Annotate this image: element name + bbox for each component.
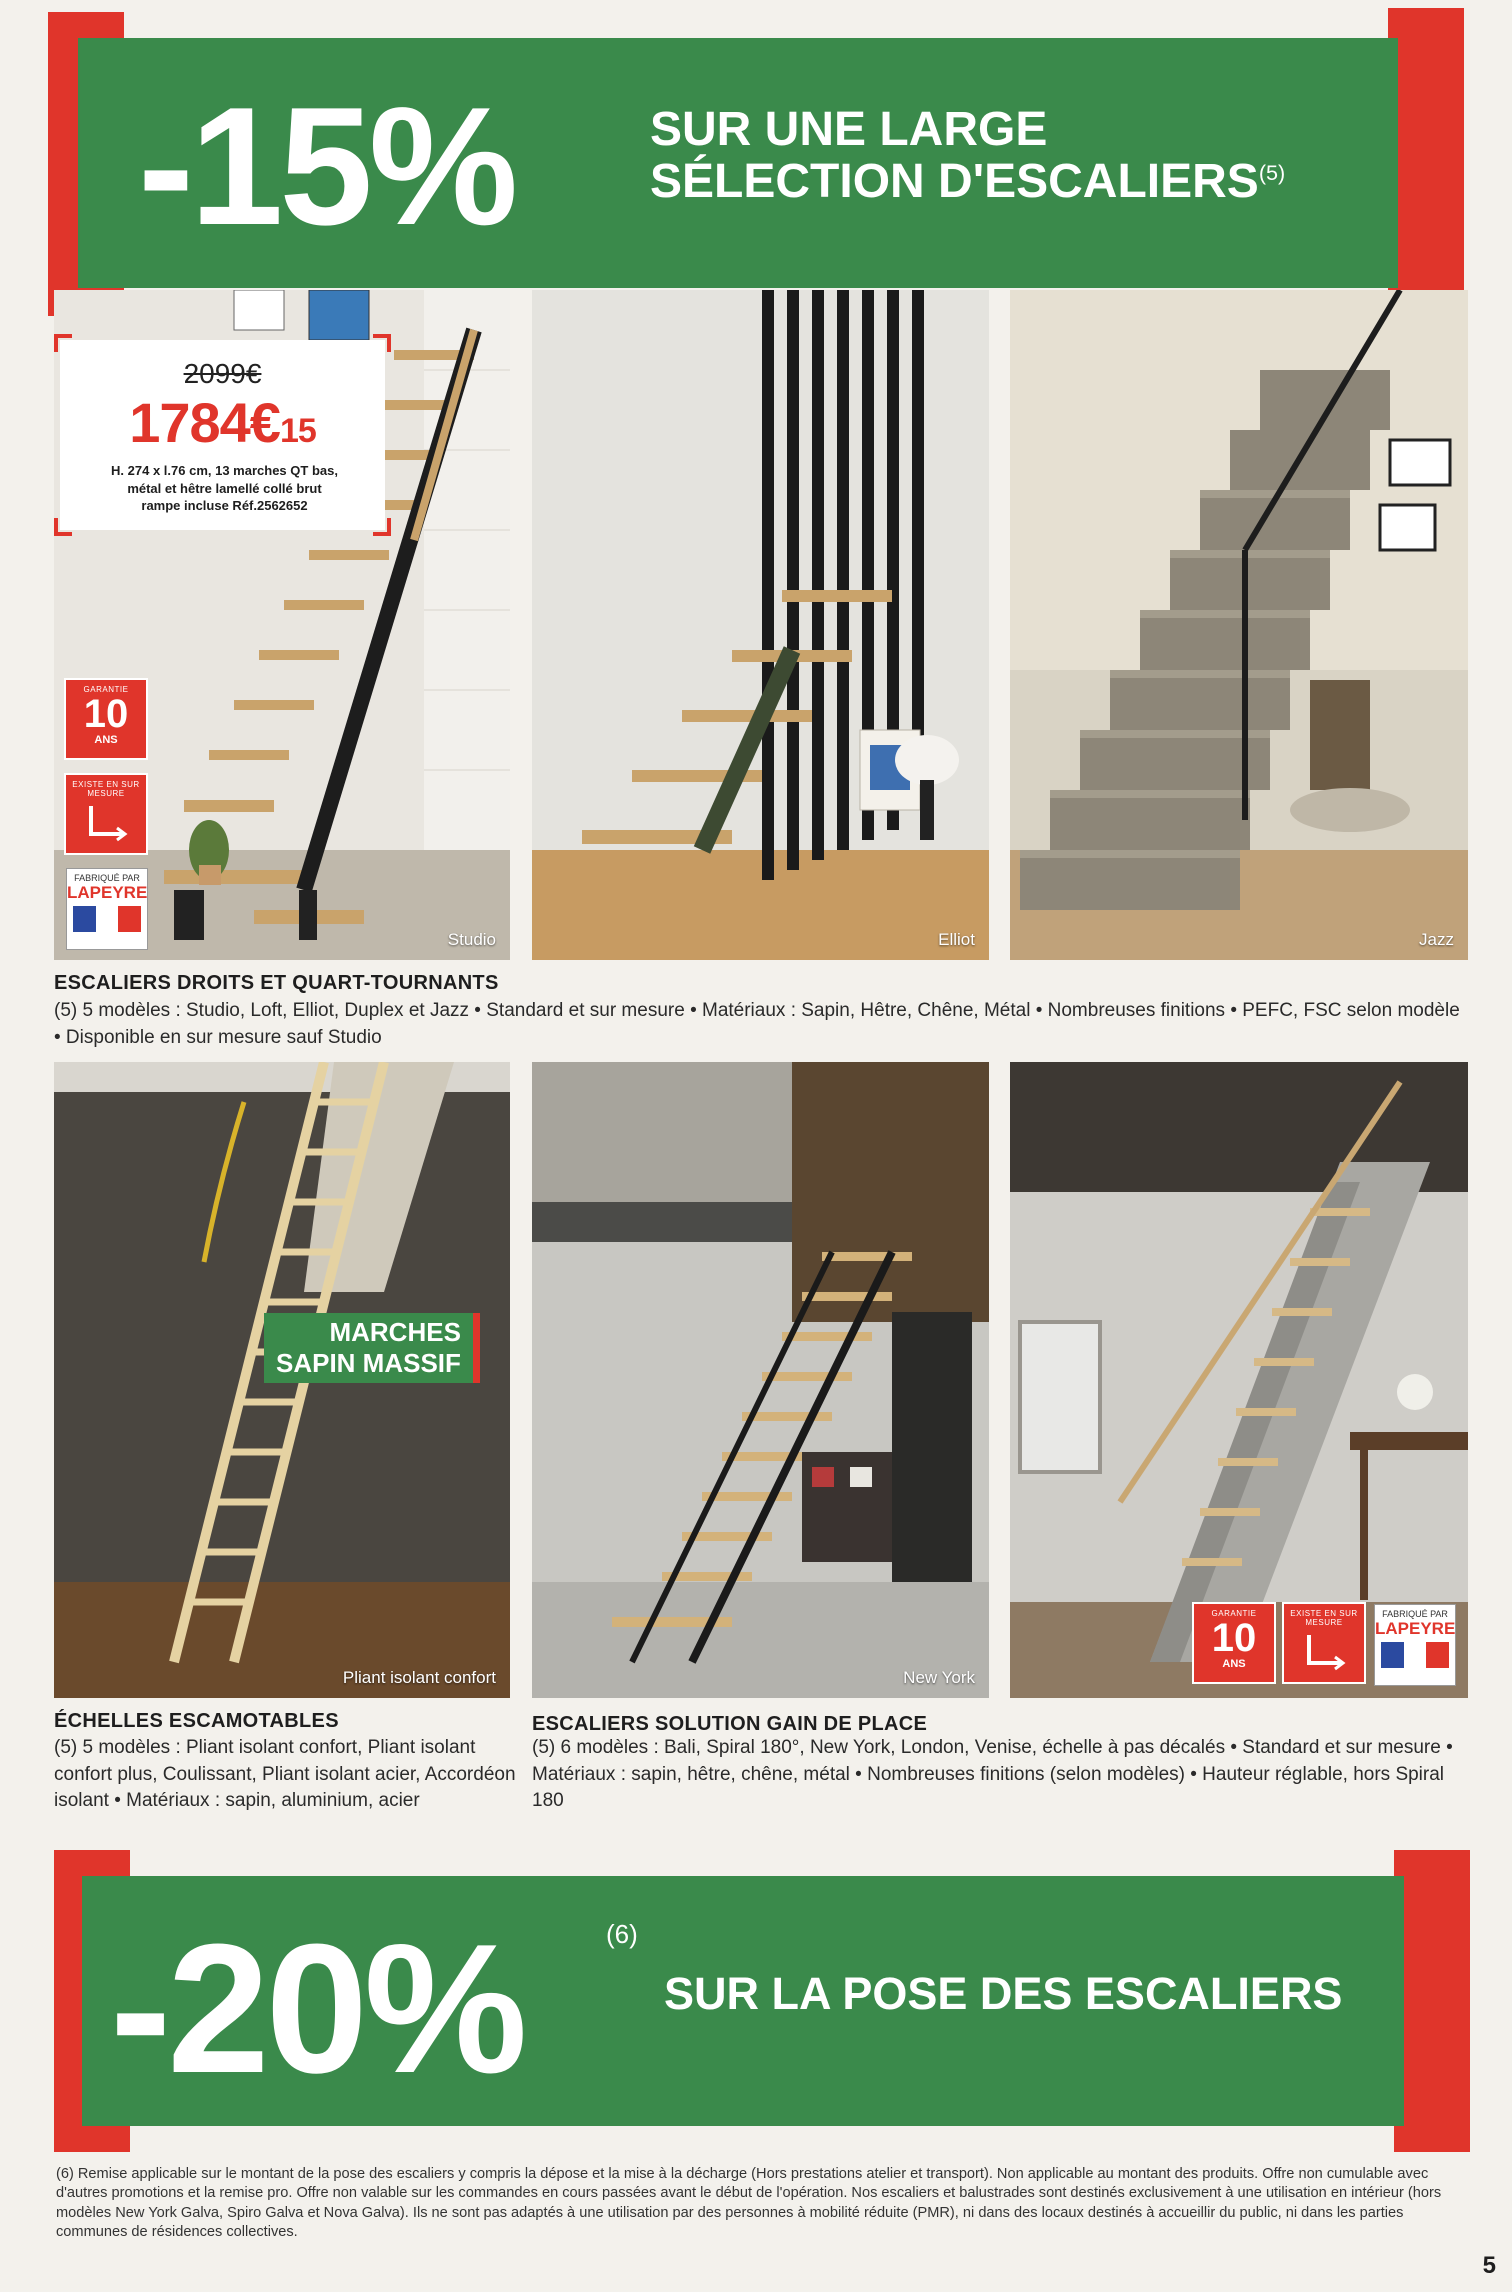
price-box-studio: [60, 340, 385, 530]
price-description: [74, 462, 375, 515]
old-price: 2099€: [183, 358, 262, 389]
guarantee-small-label: GARANTIE: [83, 685, 129, 694]
photo-jazz-staircase: [1010, 290, 1468, 960]
section-body-gain-de-place: (5) 6 modèles : Bali, Spiral 180°, New York, London, Venise, échelle à pas décalés • Standard et sur mesure • Matériaux : sapin, hêtre, chêne, métal • Nombreuses finitions (selon modèles) • Hauteur réglable, hors Spiral 180: [532, 1737, 1453, 1812]
bottom-promo-banner: [0, 1840, 1512, 2160]
photo-venise-staircase: [1010, 1062, 1468, 1698]
marches-label-line-1: MARCHES: [329, 1317, 461, 1347]
headline-footnote-ref: (5): [1258, 159, 1286, 185]
new-york-staircase-illustration: [532, 1062, 989, 1698]
price-desc-line-3: rampe incluse Réf.2562652: [141, 498, 308, 514]
photo-caption-jazz: Jazz: [1419, 930, 1454, 949]
price-box-corner-bl: [54, 518, 72, 536]
made-by-label: FABRIQUÉ PAR: [74, 873, 140, 883]
price-desc-line-2: métal et hêtre lamellé collé brut: [127, 480, 322, 496]
custom-size-badge-right: [1284, 1604, 1364, 1682]
photo-new-york-staircase: [532, 1062, 989, 1698]
photo-caption-new-york: New York: [903, 1668, 975, 1687]
section-title-gain-de-place: ESCALIERS SOLUTION GAIN DE PLACE: [532, 1713, 928, 1735]
guarantee-badge-left: [66, 680, 146, 758]
photo-elliot-staircase: [532, 290, 989, 960]
made-by-badge-left: [66, 868, 148, 950]
section-body-echelles: (5) 5 modèles : Pliant isolant confort, Pliant isolant confort plus, Coulissant, Pliant isolant acier, Accordéon isolant • Matériaux : sapin, aluminium, acier: [54, 1737, 516, 1812]
marches-label-line-2: SAPIN MASSIF: [276, 1348, 461, 1379]
price-box-corner-tr: [373, 334, 391, 352]
guarantee-small-label-right: GARANTIE: [1211, 1609, 1257, 1618]
corner-arrow-icon: [1299, 1631, 1349, 1671]
custom-size-badge-left: [66, 775, 146, 853]
french-flag-icon: [73, 906, 141, 932]
elliot-staircase-illustration: [532, 290, 989, 960]
price-box-corner-tl: [54, 334, 72, 352]
bottom-banner-red-accent-right: [1394, 1850, 1470, 2152]
made-by-badge-right: [1374, 1604, 1456, 1686]
section-title-echelles: ÉCHELLES ESCAMOTABLES: [54, 1710, 339, 1732]
guarantee-unit-right: ANS: [1222, 1658, 1246, 1670]
price-box-corner-br: [373, 518, 391, 536]
top-banner-headline: [650, 104, 1285, 208]
guarantee-years-right: 10: [1211, 1616, 1257, 1660]
photo-caption-studio: Studio: [447, 930, 496, 949]
custom-size-label: EXISTE EN SUR MESURE: [72, 780, 140, 798]
custom-size-label-right: EXISTE EN SUR MESURE: [1290, 1609, 1358, 1627]
top-promo-banner: [0, 0, 1512, 320]
price-desc-line-1: H. 274 x l.76 cm, 13 marches QT bas,: [111, 463, 338, 478]
banner-red-accent-right: [1388, 8, 1464, 312]
discount-20-percent: -20%: [110, 1905, 524, 2111]
jazz-staircase-illustration: [1010, 290, 1468, 960]
venise-staircase-illustration: [1010, 1062, 1468, 1698]
section-title-escaliers-droits: ESCALIERS DROITS ET QUART-TOURNANTS: [54, 972, 499, 994]
marches-sapin-massif-label: [264, 1313, 480, 1383]
french-flag-icon: [1381, 1642, 1449, 1668]
bottom-banner-footnote-ref: (6): [606, 1919, 638, 1949]
photo-caption-pliant: Pliant isolant confort: [342, 1668, 496, 1687]
new-price-main: 1784€: [129, 391, 280, 454]
brand-name-right: LAPEYRE: [1375, 1619, 1456, 1638]
guarantee-badge-right: [1194, 1604, 1274, 1682]
headline-line-2-wrap: [650, 156, 1285, 208]
headline-line-2: SÉLECTION D'ESCALIERS: [650, 154, 1259, 208]
photo-caption-elliot: Elliot: [938, 930, 975, 949]
page-number: 5: [1482, 2252, 1496, 2279]
brand-name: LAPEYRE: [67, 883, 148, 902]
made-by-label-right: FABRIQUÉ PAR: [1382, 1609, 1448, 1619]
guarantee-unit: ANS: [94, 734, 118, 746]
legal-footnote: (6) Remise applicable sur le montant de la pose des escaliers y compris la dépose et la mise à la décharge (Hors prestations atelier et transport). Non applicable au montant des produits. Offre non cumulable avec d'autres promotions et la remise pro. Offre non valable sur les commandes en cours passées avant le début de l'opération. Nos escaliers et balustrades sont destinés exclusivement à une utilisation en intérieur (hors modèles New York Galva, Spiro Galva et Nova Galva). Ils ne sont pas adaptés à une utilisation par des personnes à mobilité réduite (PMR), ni dans des locaux destinés à accueillir du public, ni dans les parties communes de résidences collectives.: [56, 2166, 1442, 2240]
headline-line-1: SUR UNE LARGE: [650, 103, 1048, 156]
discount-15-percent: -15%: [138, 72, 515, 260]
new-price-cents: 15: [279, 412, 316, 450]
guarantee-years: 10: [83, 692, 129, 736]
section-body-escaliers-droits: (5) 5 modèles : Studio, Loft, Elliot, Duplex et Jazz • Standard et sur mesure • Matériaux : Sapin, Hêtre, Chêne, Métal • Nombreuses finitions • PEFC, FSC selon modèle • Disponible en sur mesure sauf Studio: [54, 1000, 1460, 1048]
new-price: [60, 390, 385, 455]
corner-arrow-icon: [81, 802, 131, 842]
bottom-banner-headline: SUR LA POSE DES ESCALIERS: [664, 1968, 1343, 2019]
